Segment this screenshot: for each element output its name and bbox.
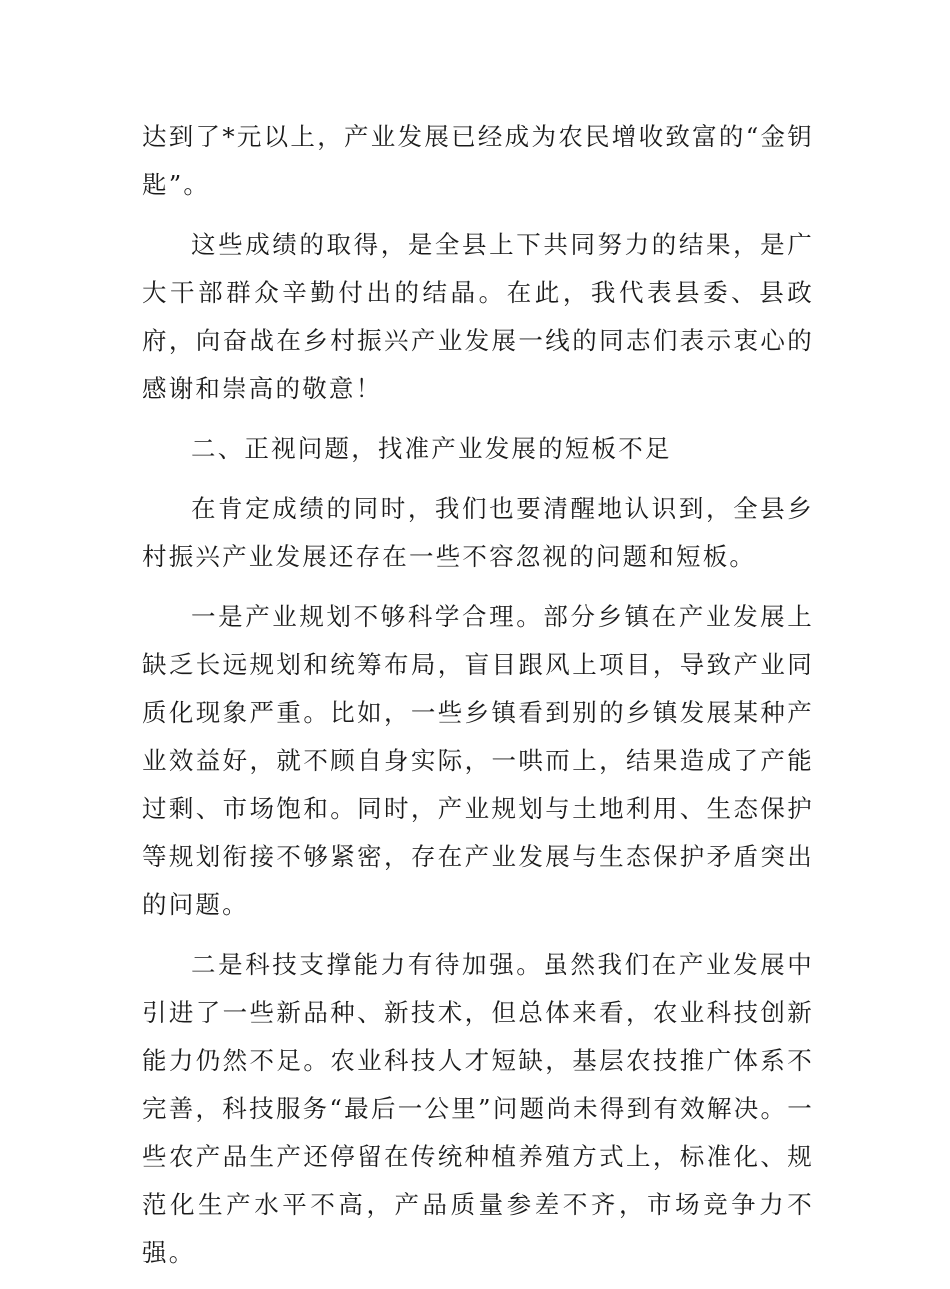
paragraph-problem-planning: 一是产业规划不够科学合理。部分乡镇在产业发展上缺乏长远规划和统筹布局，盲目跟风上项目，导致产业同质化现象严重。比如，一些乡镇看到别的乡镇发展某种产业效益好，就不顾自身实际，一哄而上，结果造成了产能过剩、市场饱和。同时，产业规划与土地利用、生态保护等规划衔接不够紧密，存在产业发展与生态保护矛盾突出的问题。 <box>142 602 814 919</box>
paragraph-achievements: 这些成绩的取得，是全县上下共同努力的结果，是广大干部群众辛勤付出的结晶。在此，我代表县委、县政府，向奋战在乡村振兴产业发展一线的同志们表示衷心的感谢和崇高的敬意！ <box>142 230 814 403</box>
paragraph-intro-problems: 在肯定成绩的同时，我们也要清醒地认识到，全县乡村振兴产业发展还存在一些不容忽视的问题和短板。 <box>142 494 814 571</box>
document-body <box>142 113 814 1289</box>
section-heading: 二、正视问题，找准产业发展的短板不足 <box>191 434 672 463</box>
paragraph-continuation: 达到了*元以上，产业发展已经成为农民增收致富的“金钥匙”。 <box>142 122 814 199</box>
paragraph-problem-technology: 二是科技支撑能力有待加强。虽然我们在产业发展中引进了一些新品种、新技术，但总体来看，农业科技创新能力仍然不足。农业科技人才短缺，基层农技推广体系不完善，科技服务“最后一公里”问题尚未得到有效解决。一些农产品生产还停留在传统种植养殖方式上，标准化、规范化生产水平不高，产品质量参差不齐，市场竞争力不强。 <box>142 950 814 1267</box>
